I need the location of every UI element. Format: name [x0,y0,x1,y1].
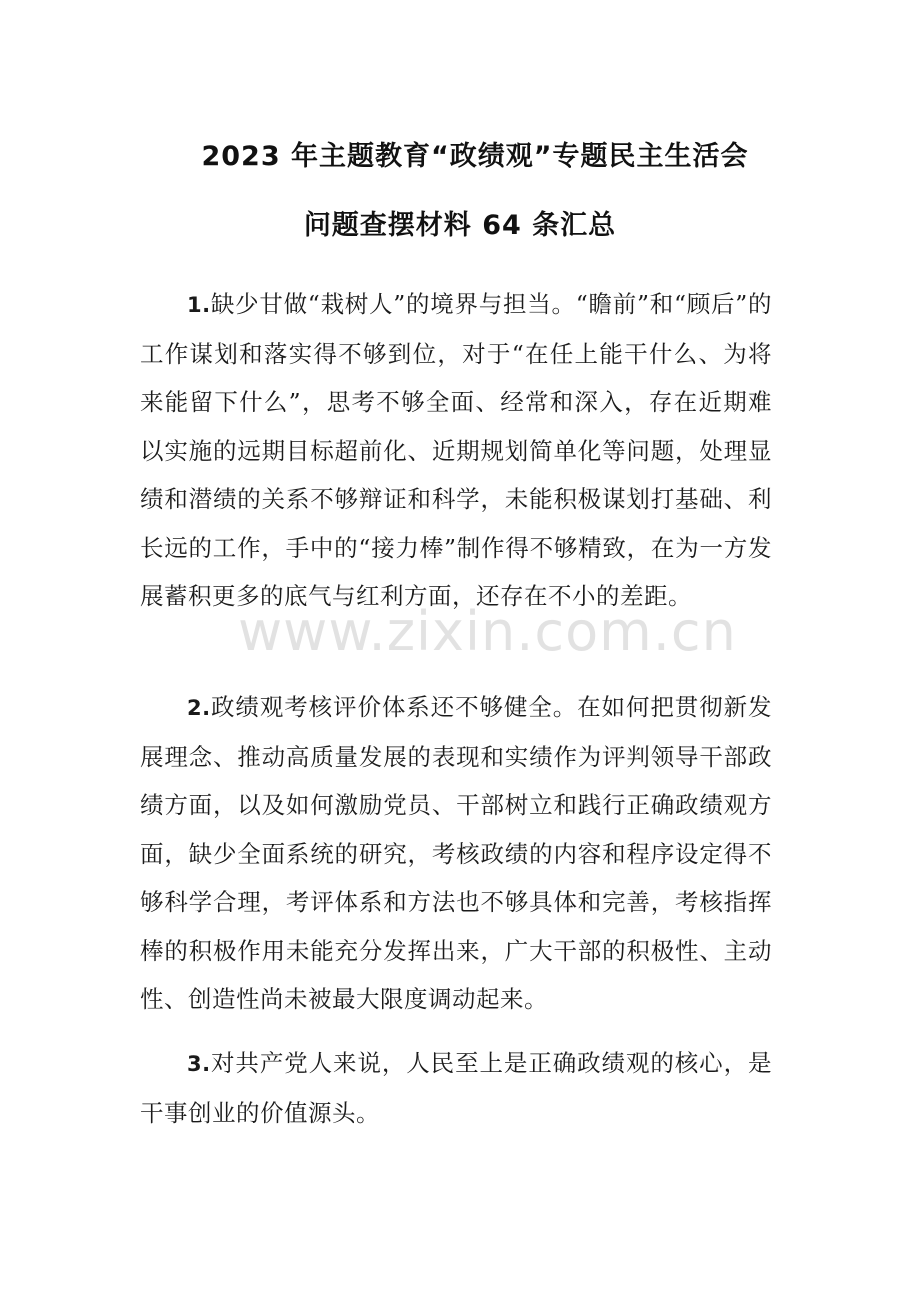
item-text: 缺少甘做“栽树人”的境界与担当。“瞻前”和“顾后”的工作谋划和落实得不够到位，对于“在任上能干什么、为将来能留下什么”，思考不够全面、经常和深入，存在近期难以实施的远期目标超前化、近期规划简单化等问题，处理显绩和潜绩的关系不够辩证和科学，未能积极谋划打基础、利长远的工作，手中的“接力棒”制作得不够精致，在为一方发展蓄积更多的底气与红利方面，还存在不小的差距。 [140,290,772,610]
document-title-line-2: 问题查摆材料 64 条汇总 [303,210,617,241]
item-number: 1. [187,293,211,317]
paragraph-item-1 [140,280,772,621]
paragraph-item-3 [140,1039,772,1137]
document-title-line-1: 2023 年主题教育“政绩观”专题民主生活会 [201,141,749,172]
item-text: 政绩观考核评价体系还不够健全。在如何把贯彻新发展理念、推动高质量发展的表现和实绩作为评判领导干部政绩方面，以及如何激励党员、干部树立和践行正确政绩观方面，缺少全面系统的研究，考核政绩的内容和程序设定得不够科学合理，考评体系和方法也不够具体和完善，考核指挥棒的积极作用未能充分发挥出来，广大干部的积极性、主动性、创造性尚未被最大限度调动起来。 [140,693,772,1013]
watermark-text: www.zixin.com.cn [238,600,737,663]
paragraph-item-2 [140,683,772,1024]
item-number: 2. [187,696,211,720]
item-text: 对共产党人来说，人民至上是正确政绩观的核心，是干事创业的价值源头。 [140,1049,772,1127]
item-number: 3. [187,1052,211,1076]
